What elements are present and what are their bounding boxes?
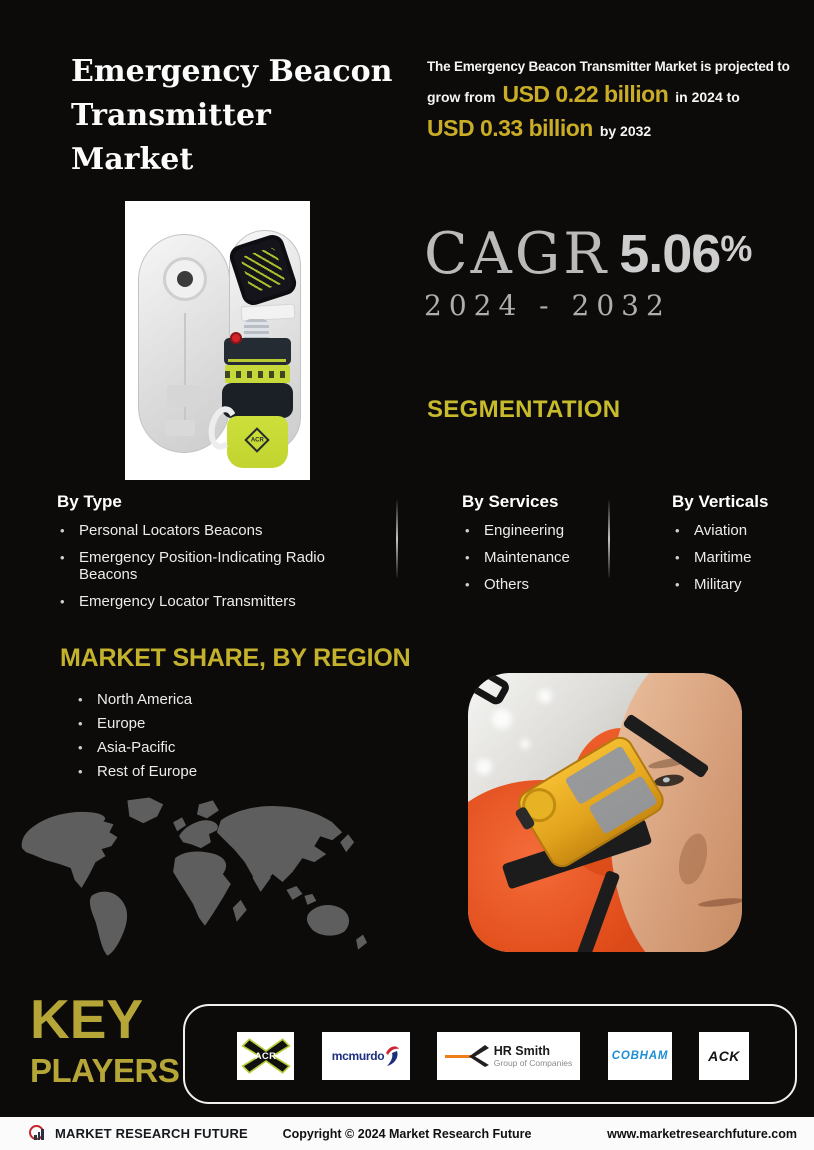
market-projection xyxy=(427,59,807,142)
bokeh-highlight xyxy=(476,759,492,775)
market-share-list xyxy=(75,684,197,780)
list-item: • Aviation xyxy=(672,522,802,539)
cagr-block xyxy=(424,222,752,322)
case-seam-line xyxy=(184,313,186,433)
case-mount-ring xyxy=(163,257,207,301)
bokeh-highlight xyxy=(520,739,530,749)
list-item: • North America xyxy=(75,691,197,708)
footer-brand xyxy=(28,1117,248,1150)
footer-bar xyxy=(0,1117,814,1150)
mcmurdo-logo-label: mcmurdo xyxy=(331,1049,385,1063)
mrf-logo-bars xyxy=(34,1129,44,1140)
key-players-heading xyxy=(30,988,180,1089)
mrf-logo-icon xyxy=(28,1124,48,1144)
page-title-line2: Transmitter xyxy=(71,98,271,133)
beacon-strobe-dome xyxy=(244,319,269,340)
list-item: • Personal Locators Beacons xyxy=(57,522,387,539)
list-item: • Maritime xyxy=(672,549,802,566)
cobham-logo-label: COBHAM xyxy=(611,1050,669,1062)
beacon-cap xyxy=(224,338,291,365)
cagr-label: CAGR xyxy=(424,221,610,287)
eye xyxy=(653,773,684,788)
footer-copyright: Copyright © 2024 Market Research Future xyxy=(282,1126,532,1141)
bokeh-highlight xyxy=(538,689,552,703)
bokeh-highlight xyxy=(492,709,512,729)
beacon-activation-button xyxy=(230,332,242,344)
projection-value-2024: USD 0.22 billion xyxy=(502,81,669,107)
nose-shadow xyxy=(674,831,712,888)
person-with-plb-photo xyxy=(468,673,742,952)
case-mount-core xyxy=(177,271,193,287)
logo-acr xyxy=(237,1032,294,1080)
mcmurdo-swoosh-icon xyxy=(384,1043,400,1069)
hr-smith-logo-subtitle: Group of Companies xyxy=(493,1057,573,1068)
projection-in-2024-to: in 2024 to xyxy=(675,89,740,105)
battery-texture xyxy=(240,246,286,293)
by-type-title: By Type xyxy=(57,492,122,511)
by-type-list xyxy=(57,522,387,610)
lip-line xyxy=(698,897,742,909)
cagr-value: 5.06 xyxy=(619,224,721,284)
acr-logo-label: ACR xyxy=(254,1051,277,1062)
projection-by-2032: by 2032 xyxy=(599,123,652,139)
logo-mcmurdo xyxy=(322,1032,410,1080)
by-services-list xyxy=(462,522,602,593)
logo-ack xyxy=(699,1032,749,1080)
footer-brand-text: MARKET RESEARCH FUTURE xyxy=(55,1126,248,1141)
by-verticals-title: By Verticals xyxy=(672,492,769,511)
cagr-period: 2024 - 2032 xyxy=(424,289,671,322)
segmentation-column-by-services xyxy=(462,492,602,593)
by-services-title: By Services xyxy=(462,492,559,511)
projection-line2 xyxy=(427,81,807,108)
list-item: • Military xyxy=(672,576,802,593)
projection-line3 xyxy=(427,115,807,142)
list-item: • Others xyxy=(462,576,602,593)
beacon-cap-stripe xyxy=(228,359,286,362)
acr-diamond-label: ACR xyxy=(250,437,264,443)
world-map-continents xyxy=(22,797,367,955)
list-item: • Rest of Europe xyxy=(75,763,197,780)
logo-cobham xyxy=(608,1032,672,1080)
key-players-line1: KEY xyxy=(30,988,144,1050)
ack-logo-label: ACK xyxy=(708,1048,740,1064)
acr-x-mark-icon xyxy=(241,1035,291,1077)
eye-glint xyxy=(663,777,671,783)
hr-smith-arrow-icon xyxy=(445,1045,489,1067)
list-item: • Asia-Pacific xyxy=(75,739,197,756)
list-item: • Emergency Locator Transmitters xyxy=(57,593,387,610)
projection-line1: The Emergency Beacon Transmitter Market is projected to xyxy=(427,59,790,74)
footer-website-link[interactable]: www.marketresearchfuture.com xyxy=(607,1126,797,1141)
list-item: • Emergency Position-Indicating Radio Beacons xyxy=(57,549,387,583)
case-slot xyxy=(167,385,201,407)
page-title xyxy=(71,50,393,182)
page-title-line1: Emergency Beacon xyxy=(71,54,393,89)
plb-strap-ring xyxy=(468,673,512,707)
hr-smith-logo-label: HR Smith xyxy=(493,1043,551,1058)
list-item: • Maintenance xyxy=(462,549,602,566)
list-item: • Europe xyxy=(75,715,197,732)
cagr-percent-sign: % xyxy=(720,228,753,269)
world-map-silhouette xyxy=(16,792,374,964)
page-title-line3: Market xyxy=(71,142,194,177)
logo-hr-smith xyxy=(437,1032,580,1080)
by-verticals-list xyxy=(672,522,802,593)
segmentation-column-by-type xyxy=(57,492,387,610)
key-players-line2: PLAYERS xyxy=(30,1052,180,1089)
key-players-logo-box xyxy=(183,1004,797,1104)
list-item: • Engineering xyxy=(462,522,602,539)
segmentation-column-by-verticals xyxy=(672,492,802,593)
projection-grow-from: grow from xyxy=(427,89,496,105)
epirb-product-photo xyxy=(125,201,310,480)
segmentation-heading: SEGMENTATION xyxy=(427,396,621,423)
projection-value-2032: USD 0.33 billion xyxy=(427,115,593,141)
case-slot-small xyxy=(165,420,195,436)
segmentation-divider-1 xyxy=(396,500,398,578)
acr-diamond-mark xyxy=(244,427,269,452)
market-share-heading: MARKET SHARE, BY REGION xyxy=(60,644,411,672)
segmentation-divider-2 xyxy=(608,500,610,578)
beacon-label-band xyxy=(225,365,290,383)
